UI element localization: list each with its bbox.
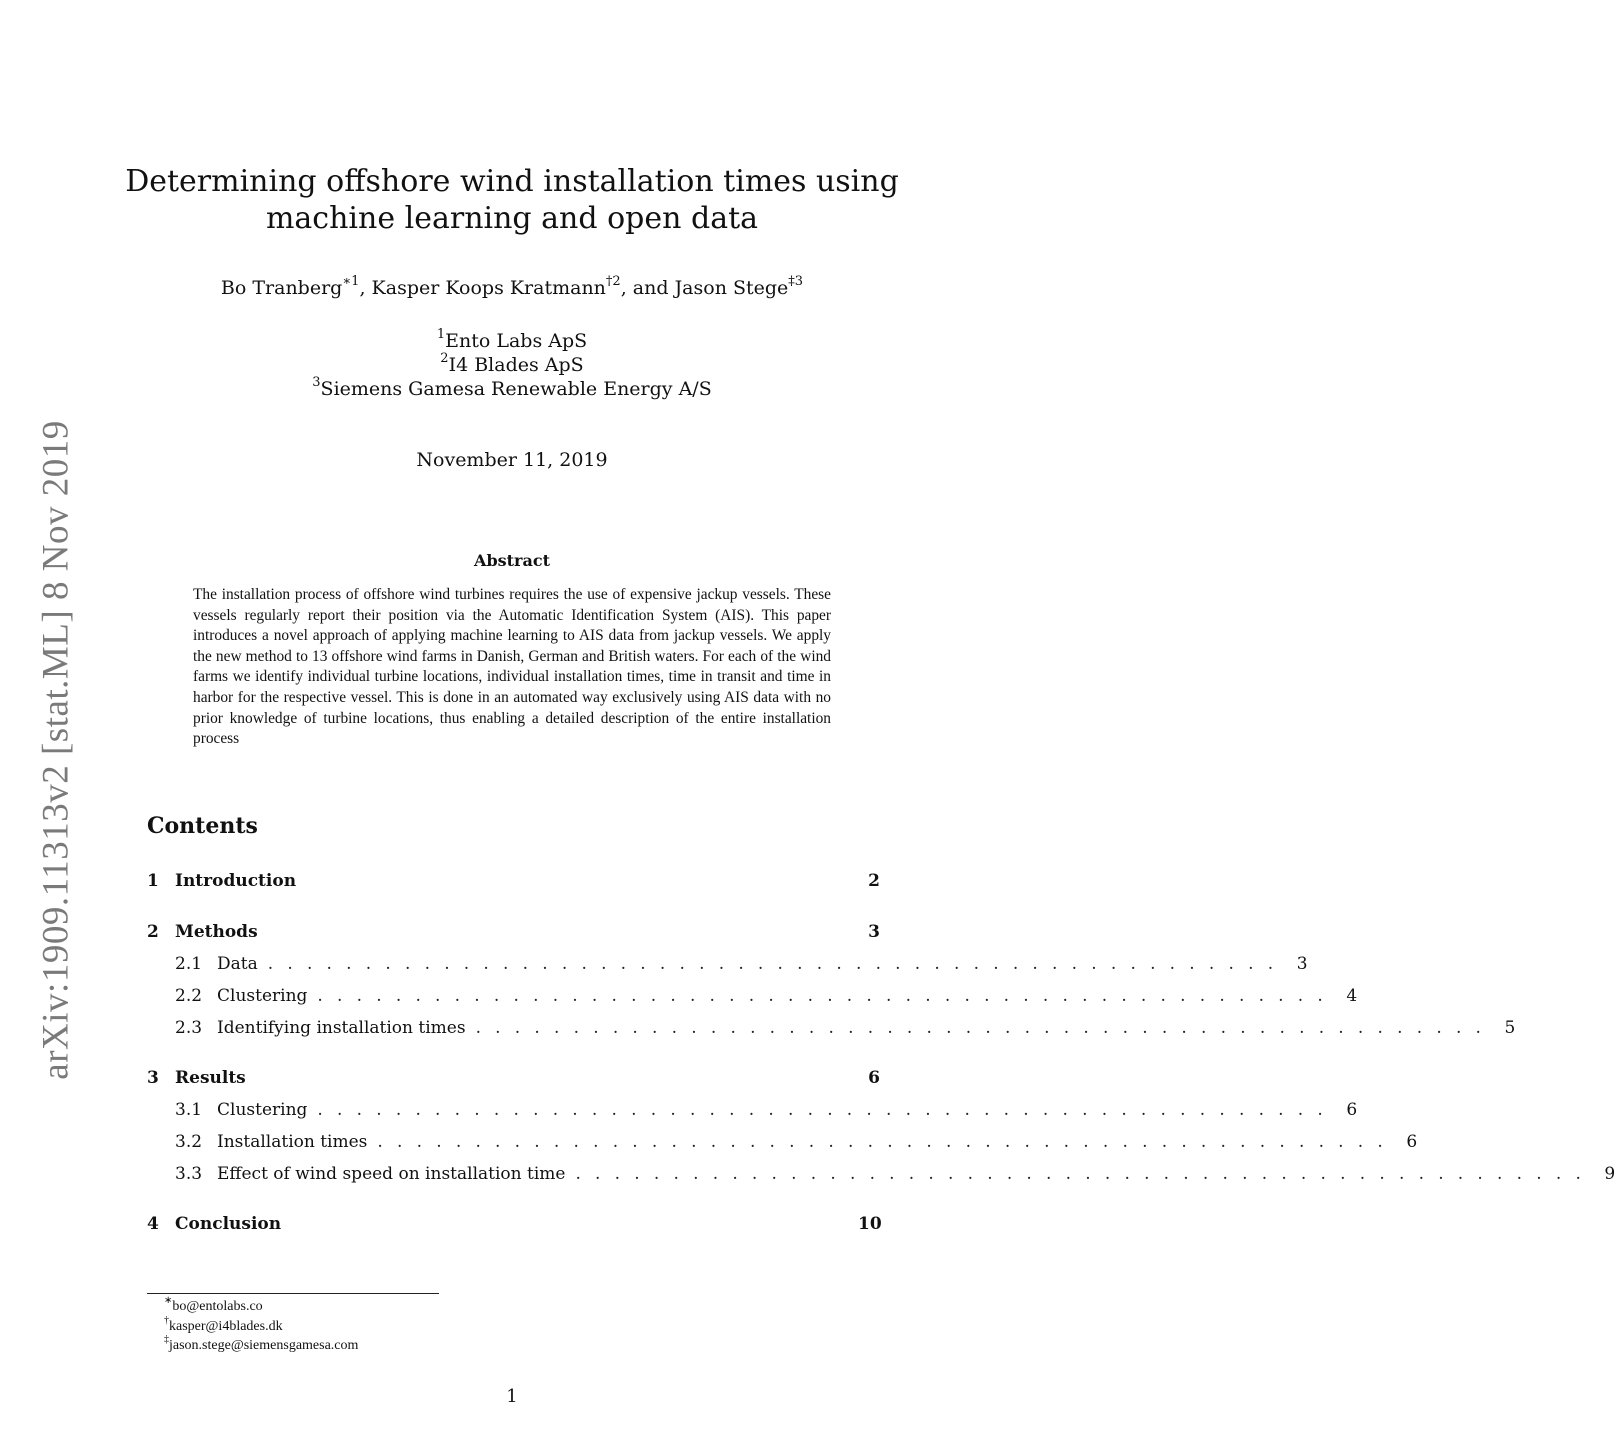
author-name: Kasper Koops Kratmann [371, 277, 606, 299]
toc-label: Introduction [175, 871, 297, 891]
author-separator: , [359, 277, 372, 299]
footnote-mark: ∗ [164, 1295, 173, 1307]
toc-leader-dots: . . . . . . . . . . . . . . . . . . . . . . . . . . . . . . . . . . . . . . . . . . . . . . . . . . . . [377, 1132, 1388, 1152]
toc-number: 2 [147, 922, 159, 942]
footnote-email-link[interactable]: jason.stege@siemensgamesa.com [169, 1338, 359, 1353]
toc-label: Results [175, 1068, 246, 1088]
toc-leader-dots: . . . . . . . . . . . . . . . . . . . . . . . . . . . . . . . . . . . . . . . . . . . . . . . . . . . . [317, 1100, 1328, 1120]
contents-heading: Contents [147, 813, 258, 839]
abstract-text: The installation process of offshore wind turbines requires the use of expensive jackup vessels. These vessels regularly report their position via the Automatic Identification System (AIS). This paper introduces a novel approach of applying machine learning to AIS data from jackup vessels. We apply the new method to 13 offshore wind farms in Danish, German and British waters. For each of the wind farms we identify individual turbine locations, individual installation times, time in transit and time in harbor for the respective vessel. This is done in an automated way exclusively using AIS data with no prior knowledge of turbine locations, thus enabling a detailed description of the entire installation process [193, 586, 831, 748]
affiliation [0, 374, 1024, 401]
toc-entry-results-clustering[interactable] [147, 1100, 1358, 1124]
footnote [164, 1297, 358, 1317]
toc-entry-identifying-installation-times[interactable] [147, 1018, 1516, 1042]
abstract-heading: Abstract [474, 551, 550, 570]
toc-number: 1 [147, 871, 159, 891]
toc-label: Clustering [217, 1100, 308, 1120]
page-number: 1 [506, 1386, 518, 1407]
toc-page: 4 [1346, 986, 1358, 1006]
toc-leader-dots: . . . . . . . . . . . . . . . . . . . . . . . . . . . . . . . . . . . . . . . . . . . . . . . . . . . . [475, 1018, 1486, 1038]
toc-leader-dots: . . . . . . . . . . . . . . . . . . . . . . . . . . . . . . . . . . . . . . . . . . . . . . . . . . . . [267, 954, 1278, 974]
toc-page: 6 [1346, 1100, 1358, 1120]
toc-label: Installation times [217, 1132, 368, 1152]
toc-number: 2.3 [175, 1018, 203, 1038]
toc-label: Effect of wind speed on installation time [217, 1164, 566, 1184]
author-mark: ∗1 [342, 273, 360, 289]
affiliation [0, 350, 1024, 377]
toc-leader-dots: . . . . . . . . . . . . . . . . . . . . . . . . . . . . . . . . . . . . . . . . . . . . . . . . . . . . [575, 1164, 1586, 1184]
author-separator: , and [620, 277, 675, 299]
author-mark: †2 [605, 273, 621, 289]
toc-entry-effect-of-wind-speed[interactable] [147, 1164, 1615, 1188]
toc-page: 6 [1406, 1132, 1418, 1152]
author-list [0, 275, 1024, 301]
affiliation-name: Ento Labs ApS [445, 330, 588, 352]
toc-entry-methods[interactable] [147, 922, 880, 946]
toc-number: 2.1 [175, 954, 203, 974]
toc-label: Conclusion [175, 1214, 282, 1234]
toc-label: Methods [175, 922, 258, 942]
toc-label: Clustering [217, 986, 308, 1006]
toc-number: 3.2 [175, 1132, 203, 1152]
toc-page: 9 [1604, 1164, 1615, 1184]
affiliation-number: 2 [440, 350, 449, 366]
footnote-email-link[interactable]: kasper@i4blades.dk [169, 1318, 283, 1334]
paper-title [0, 163, 1024, 237]
affiliation [0, 326, 1024, 353]
author-name: Bo Tranberg [220, 277, 343, 299]
publication-date: November 11, 2019 [416, 449, 608, 471]
toc-number: 3.1 [175, 1100, 203, 1120]
toc-label: Identifying installation times [217, 1018, 466, 1038]
toc-page: 10 [858, 1214, 882, 1234]
title-line-2: machine learning and open data [265, 201, 759, 236]
footnote [164, 1314, 358, 1337]
author-name: Jason Stege [674, 277, 789, 299]
footnote-list [164, 1297, 358, 1356]
arxiv-identifier: arXiv:1909.11313v2 [stat.ML] 8 Nov 2019 [35, 420, 77, 1080]
footnote-divider [147, 1293, 439, 1294]
toc-page: 3 [868, 922, 880, 942]
toc-page: 3 [1296, 954, 1308, 974]
toc-entry-installation-times[interactable] [147, 1132, 1418, 1156]
footnote [164, 1336, 358, 1356]
affiliation-name: Siemens Gamesa Renewable Energy A/S [320, 378, 712, 400]
footnote-email-link[interactable]: bo@entolabs.co [172, 1299, 263, 1314]
author-mark: ‡3 [788, 273, 804, 289]
footnote-mark: ‡ [164, 1334, 169, 1346]
title-line-1: Determining offshore wind installation times using [125, 164, 899, 199]
toc-number: 3 [147, 1068, 159, 1088]
affiliation-number: 1 [436, 326, 446, 342]
toc-entry-introduction[interactable] [147, 871, 880, 895]
toc-entry-results[interactable] [147, 1068, 880, 1092]
affiliation-number: 3 [312, 374, 321, 390]
toc-number: 2.2 [175, 986, 203, 1006]
toc-leader-dots: . . . . . . . . . . . . . . . . . . . . . . . . . . . . . . . . . . . . . . . . . . . . . . . . . . . . [317, 986, 1328, 1006]
toc-page: 2 [868, 871, 880, 891]
footnote-mark: † [164, 1314, 169, 1326]
affiliation-name: I4 Blades ApS [448, 354, 584, 376]
toc-number: 4 [147, 1214, 159, 1234]
toc-page: 5 [1504, 1018, 1516, 1038]
toc-entry-clustering[interactable] [147, 986, 1358, 1010]
toc-number: 3.3 [175, 1164, 203, 1184]
toc-page: 6 [868, 1068, 880, 1088]
toc-entry-conclusion[interactable] [147, 1214, 880, 1238]
toc-label: Data [217, 954, 258, 974]
toc-entry-data[interactable] [147, 954, 1308, 978]
affiliation-list [0, 326, 1024, 401]
